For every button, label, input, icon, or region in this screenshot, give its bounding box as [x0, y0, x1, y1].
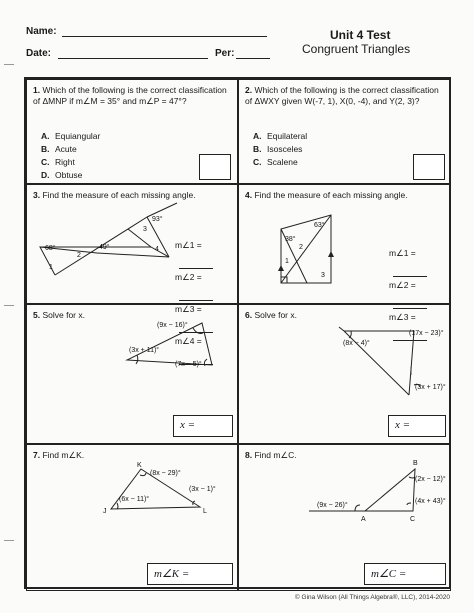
q6-label-top: (17x − 23)°	[409, 330, 444, 337]
copyright-footer: © Gina Wilson (All Things Algebra®, LLC), 2014-2020	[294, 594, 450, 601]
q3-number: 3.	[33, 190, 41, 200]
question-6	[238, 304, 451, 444]
q3-label-3: 3	[143, 226, 147, 233]
q5-label-top: (9x − 16)°	[157, 322, 188, 329]
q4-number: 4.	[245, 190, 253, 200]
date-label: Date:	[26, 48, 52, 59]
choice[interactable]: B. Acute	[41, 144, 77, 154]
binder-mark	[4, 64, 14, 66]
q7-number: 7.	[33, 450, 41, 460]
q8-label-ext: (9x − 26)°	[317, 502, 348, 509]
q7-label-k: (8x − 29)°	[150, 470, 181, 477]
q4-answers: m∠1 = m∠2 = m∠3 =	[389, 245, 450, 341]
q5-answer-box[interactable]: x =	[173, 415, 233, 437]
q2-answer-box[interactable]	[413, 154, 445, 180]
q1-answer-box[interactable]	[199, 154, 231, 180]
unit-title: Unit 4 Test	[330, 28, 391, 42]
q8-label-C: C	[410, 516, 416, 523]
q7-label-l: (3x − 1)°	[189, 486, 216, 493]
q7-answer-box[interactable]: m∠K =	[147, 563, 233, 585]
q2-text: Which of the following is the correct classification of ΔWXY given W(-7, 1), X(0, -4), and Y(2, 3)?	[245, 85, 439, 106]
q8-number: 8.	[245, 450, 253, 460]
period-field[interactable]	[236, 58, 270, 59]
q4-label-1: 1	[285, 258, 289, 265]
q2-number: 2.	[245, 85, 253, 95]
choice[interactable]: C. Scalene	[253, 157, 298, 167]
question-1	[26, 79, 238, 184]
q3-label-49: 49°	[99, 244, 110, 251]
q5-text: Solve for x.	[42, 310, 85, 320]
date-field[interactable]	[58, 58, 208, 59]
q7-text: Find m∠K.	[42, 450, 85, 460]
q3-label-68: 68°	[45, 245, 56, 252]
q7-label-J: J	[103, 508, 107, 515]
q6-label-left: (8x − 4)°	[343, 340, 370, 347]
q7-label-L: L	[203, 508, 207, 515]
q2-choices	[253, 130, 307, 169]
q1-choices	[41, 130, 100, 182]
binder-mark	[4, 305, 14, 307]
q4-label-38: 38°	[285, 236, 296, 243]
q4-label-63: 63°	[314, 222, 325, 229]
question-5	[26, 304, 238, 444]
q3-text: Find the measure of each missing angle.	[42, 190, 196, 200]
q3-label-1: 1	[49, 264, 53, 271]
q8-text: Find m∠C.	[254, 450, 297, 460]
answer-blank[interactable]	[179, 260, 213, 269]
q3-label-93: 93°	[152, 216, 163, 223]
choice[interactable]: A. Equiangular	[41, 131, 101, 141]
q8-answer-box[interactable]: m∠C =	[364, 563, 446, 585]
choice[interactable]: A. Equilateral	[253, 131, 308, 141]
q1-number: 1.	[33, 85, 41, 95]
q8-label-b: (2x − 12)°	[415, 476, 446, 483]
question-7	[26, 444, 238, 591]
question-2	[238, 79, 451, 184]
q1-text: Which of the following is the correct classification of ΔMNP if m∠M = 35° and m∠P = 47°?	[33, 85, 227, 106]
question-grid	[24, 77, 451, 589]
per-label: Per:	[215, 48, 235, 59]
q6-text: Solve for x.	[254, 310, 297, 320]
q3-label-2: 2	[77, 252, 81, 259]
q8-label-A: A	[361, 516, 366, 523]
q4-text: Find the measure of each missing angle.	[254, 190, 408, 200]
name-label: Name:	[26, 26, 57, 37]
choice[interactable]: C. Right	[41, 157, 75, 167]
choice[interactable]: D. Obtuse	[41, 170, 83, 180]
q8-label-c: (4x + 43)°	[415, 498, 446, 505]
answer-blank[interactable]	[393, 268, 427, 277]
q4-label-2: 2	[299, 244, 303, 251]
q3-label-4: 4	[155, 246, 159, 253]
q5-label-right: (7x − 5)°	[175, 361, 202, 368]
q5-label-left: (3x + 11)°	[129, 347, 160, 354]
answer-blank[interactable]	[179, 292, 213, 301]
q3-answers: m∠1 = m∠2 = m∠3 = m∠4 =	[175, 237, 237, 365]
name-field[interactable]	[62, 36, 267, 37]
q7-label-j: (6x − 11)°	[119, 496, 150, 503]
question-8	[238, 444, 451, 591]
test-subtitle: Congruent Triangles	[302, 42, 411, 56]
q4-label-3: 3	[321, 272, 325, 279]
q6-answer-box[interactable]: x =	[388, 415, 446, 437]
q8-label-B: B	[413, 460, 418, 467]
q6-number: 6.	[245, 310, 253, 320]
binder-mark	[4, 540, 14, 542]
choice[interactable]: B. Isosceles	[253, 144, 303, 154]
q5-number: 5.	[33, 310, 41, 320]
q6-label-bottom: (3x + 17)°	[415, 384, 446, 391]
q7-label-K: K	[137, 462, 142, 469]
